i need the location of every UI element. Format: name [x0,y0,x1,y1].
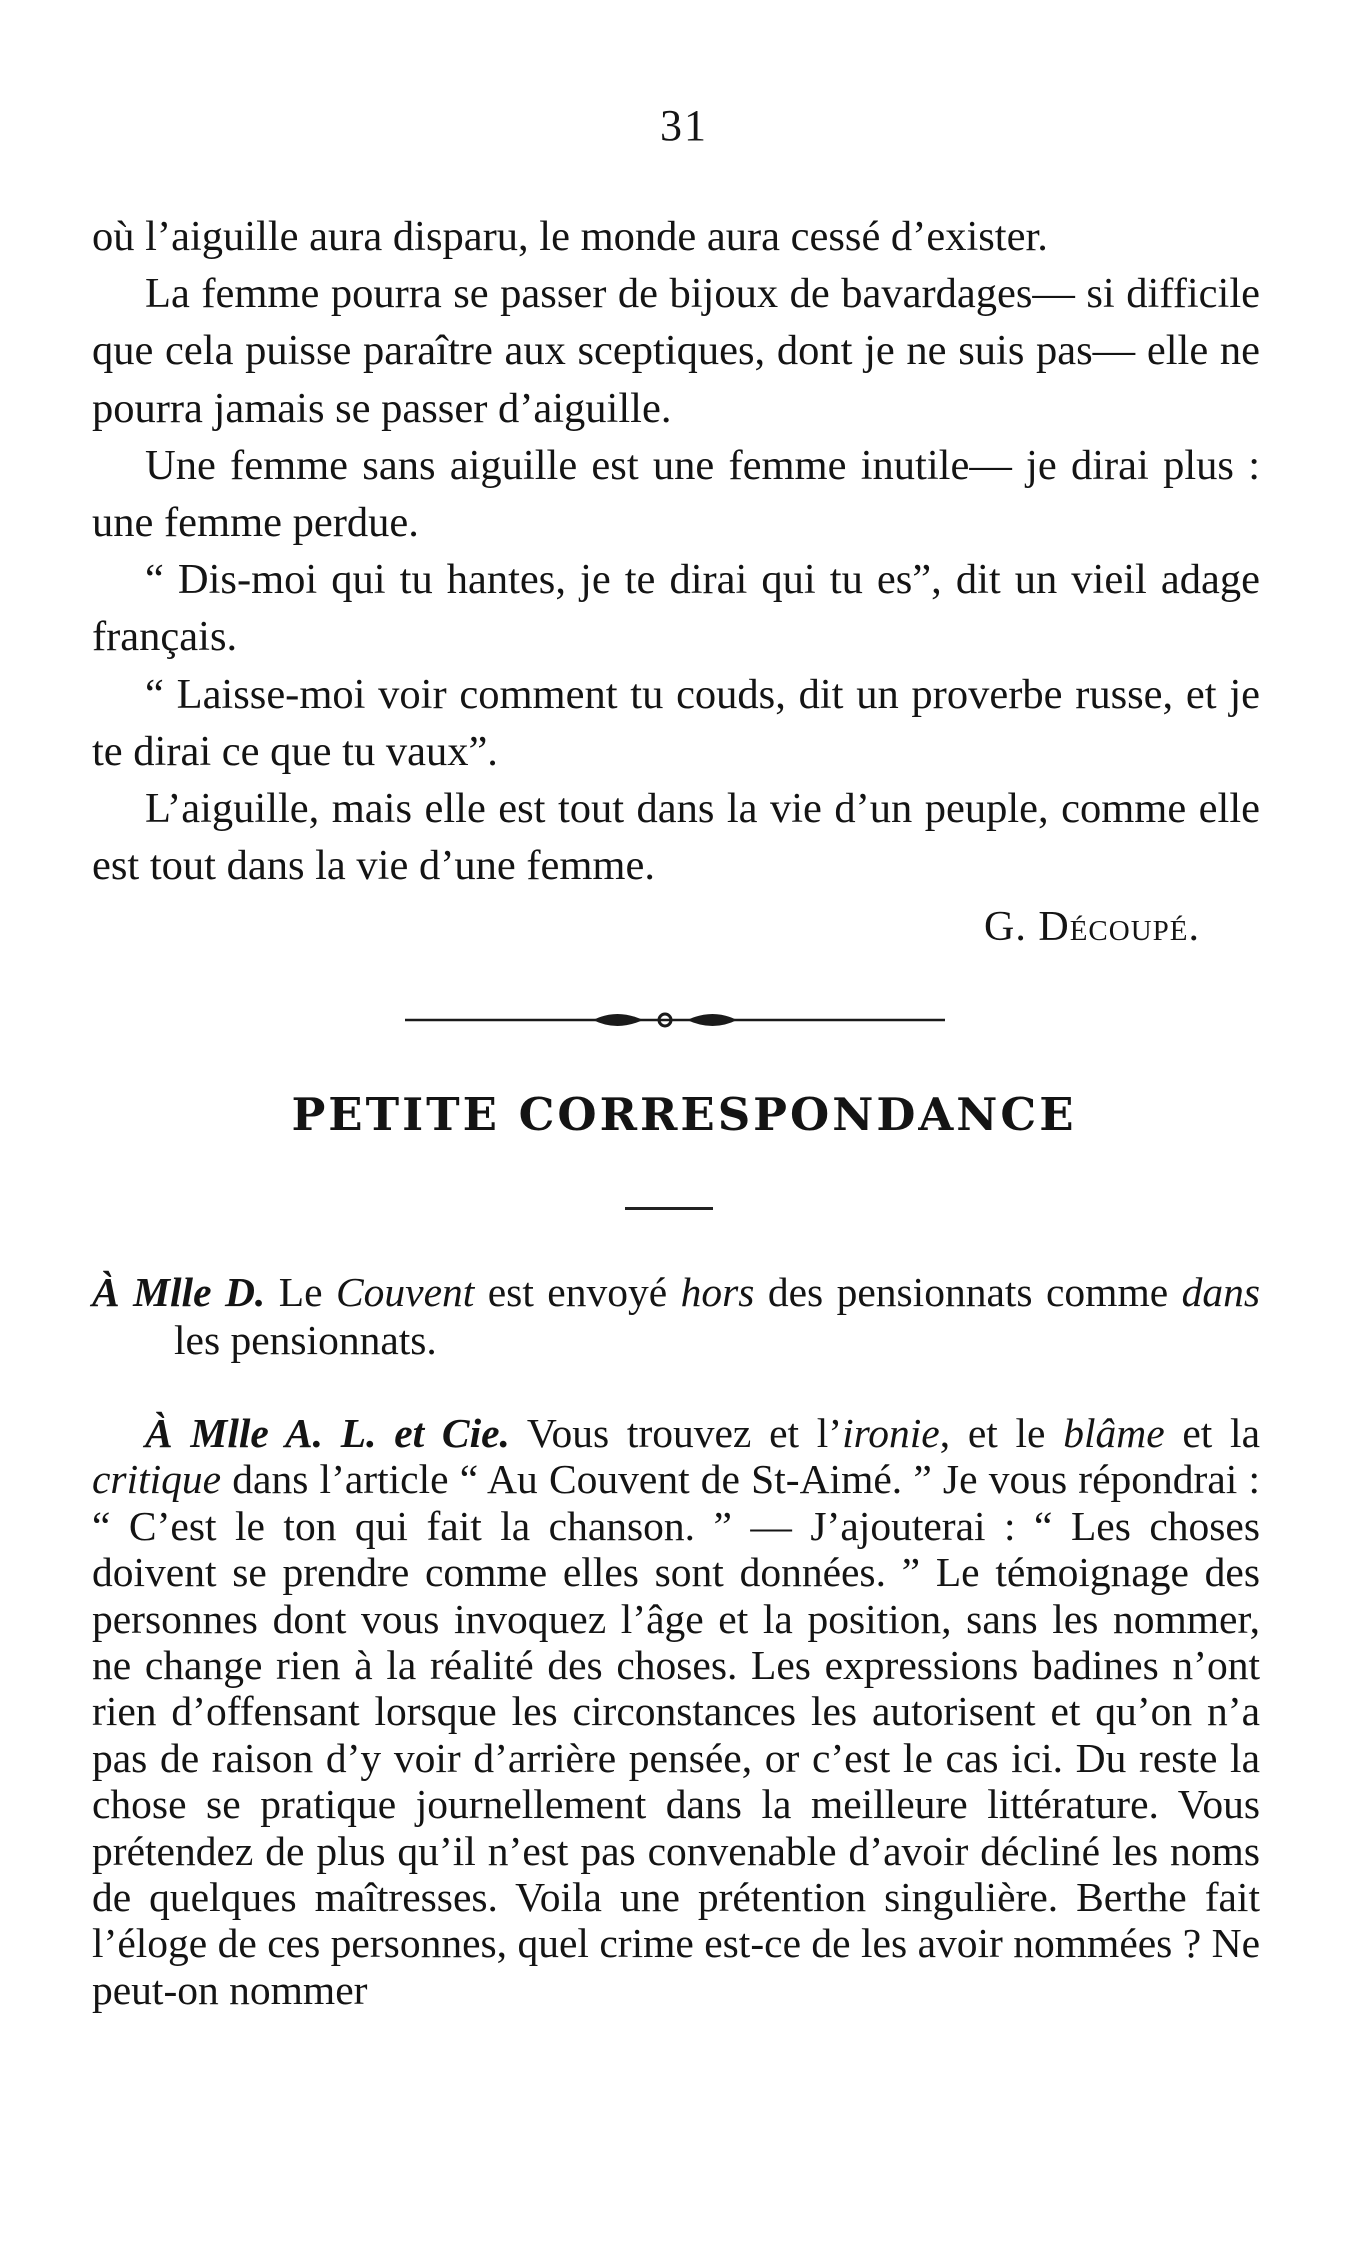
essay-text [92,208,1260,894]
essay-paragraph: où l’aiguille aura disparu, le monde aura cessé d’exister. [92,213,1048,260]
addressee: À Mlle D. [92,1269,266,1315]
ornamental-divider [405,1000,945,1040]
essay-paragraph: “ Laisse-moi voir comment tu couds, dit un proverbe russe, et je te dirai ce que tu vaux”. [92,670,1260,775]
correspondence-entry [92,1410,1260,2013]
correspondence-paragraph: À Mlle A. L. et Cie. Vous trouvez et l’ironie, et le blâme et la critique dans l’article “ Au Couvent de St-Aimé. ” Je vous répondrai : “ C’est le ton qui fait la chanson. ” — J’ajouterai : “ Les choses doivent se prendre comme elles sont données. ” Le témoignage des personnes dont vous invoquez l’âge et la position, sans les nommer, ne change rien à la réalité des choses. Les expressions badines n’ont rien d’offensant lorsque les circonstances les autorisent et qu’on n’a pas de raison d’y voir d’arrière pensée, or c’est le cas ici. Du reste la chose se pratique journellement dans la meilleure littérature. Vous prétendez de plus qu’il n’est pas convenable d’avoir décliné les noms de quelques maîtresses. Voila une prétention singulière. Berthe fait l’éloge de ces personnes, quel crime est-ce de les avoir nommées ? Ne peut-on nommer [92,1410,1260,2013]
essay-paragraph: Une femme sans aiguille est une femme inutile— je dirai plus : une femme perdue. [92,441,1260,547]
correspondence-paragraph: À Mlle D. Le Couvent est envoyé hors des pensionnats comme dans les pensionnats. [92,1269,1260,1363]
page-number: 31 [660,101,708,150]
essay-paragraph: La femme pourra se passer de bijoux de bavardages— si difficile que cela puisse paraître aux sceptiques, dont je ne suis pas— elle ne pourra jamais se passer d’aiguille. [92,270,1260,432]
essay-paragraph: L’aiguille, mais elle est tout dans la vie d’un peuple, comme elle est tout dans la vie d’une femme. [92,785,1260,890]
author-signature [984,903,1200,951]
signature-name: Découpé. [1038,904,1200,950]
heading-rule [625,1207,713,1210]
addressee: À Mlle A. L. et Cie. [145,1410,510,1456]
section-heading: PETITE CORRESPONDANCE [291,1088,1077,1141]
essay-paragraph: “ Dis-moi qui tu hantes, je te dirai qui tu es”, dit un vieil adage français. [92,556,1260,661]
correspondence-entry [92,1268,1260,1364]
signature-initial: G. [984,904,1027,950]
